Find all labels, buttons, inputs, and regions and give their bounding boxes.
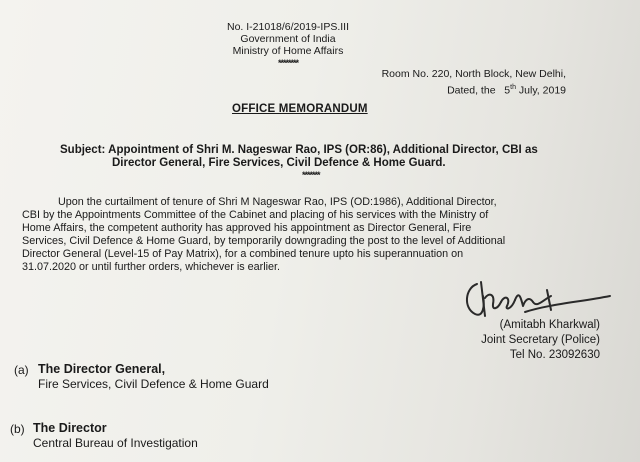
date-suffix: th — [510, 84, 516, 91]
addressee-a-title: The Director General, — [38, 362, 166, 376]
date-prefix: Dated, the — [447, 84, 496, 97]
ministry-line: Ministry of Home Affairs — [232, 45, 344, 57]
signatory-tel: Tel No. 23092630 — [509, 349, 600, 361]
government-line: Government of India — [240, 33, 336, 45]
body-line-5: Director General (Level-15 of Pay Matrix), for a combined tenure upto his superannuation on — [22, 248, 464, 260]
addressee-a-label: (a) — [14, 363, 29, 377]
addressee-b-sub: Central Bureau of Investigation — [33, 436, 198, 450]
header-separator: ******** — [277, 58, 299, 68]
addressee-b-title: The Director — [33, 421, 107, 435]
subject-separator: ******* — [302, 170, 320, 180]
room-address: Room No. 220, North Block, New Delhi, — [381, 68, 566, 80]
signatory-designation: Joint Secretary (Police) — [481, 334, 600, 346]
signatory-name: (Amitabh Kharkwal) — [499, 319, 600, 331]
subject-line-2: Director General, Fire Services, Civil Defence & Home Guard. — [112, 157, 446, 169]
body-line-3: Home Affairs, the competent authority has approved his appointment as Director General, Fire — [22, 222, 472, 234]
date-day: 5 — [504, 84, 511, 97]
subject-line-1: Subject: Appointment of Shri M. Nageswar Rao, IPS (OR:86), Additional Director, CBI as — [60, 144, 538, 156]
file-number: No. I-21018/6/2019-IPS.III — [227, 21, 349, 33]
date-rest: July, 2019 — [518, 84, 566, 97]
body-line-4: Services, Civil Defence & Home Guard, by temporarily downgrading the post to the level of Additional — [22, 235, 506, 247]
addressee-a-sub: Fire Services, Civil Defence & Home Guard — [38, 377, 269, 391]
date-line — [447, 81, 566, 98]
memo-title: OFFICE MEMORANDUM — [232, 103, 368, 115]
addressee-b-label: (b) — [10, 422, 25, 436]
body-line-2: CBI by the Appointments Committee of the Cabinet and placing of his services with the Ministry of — [22, 209, 489, 221]
body-line-6: 31.07.2020 or until further orders, whichever is earlier. — [22, 261, 281, 273]
body-line-1: Upon the curtailment of tenure of Shri M Nageswar Rao, IPS (OD:1986), Additional Director, — [58, 196, 497, 208]
